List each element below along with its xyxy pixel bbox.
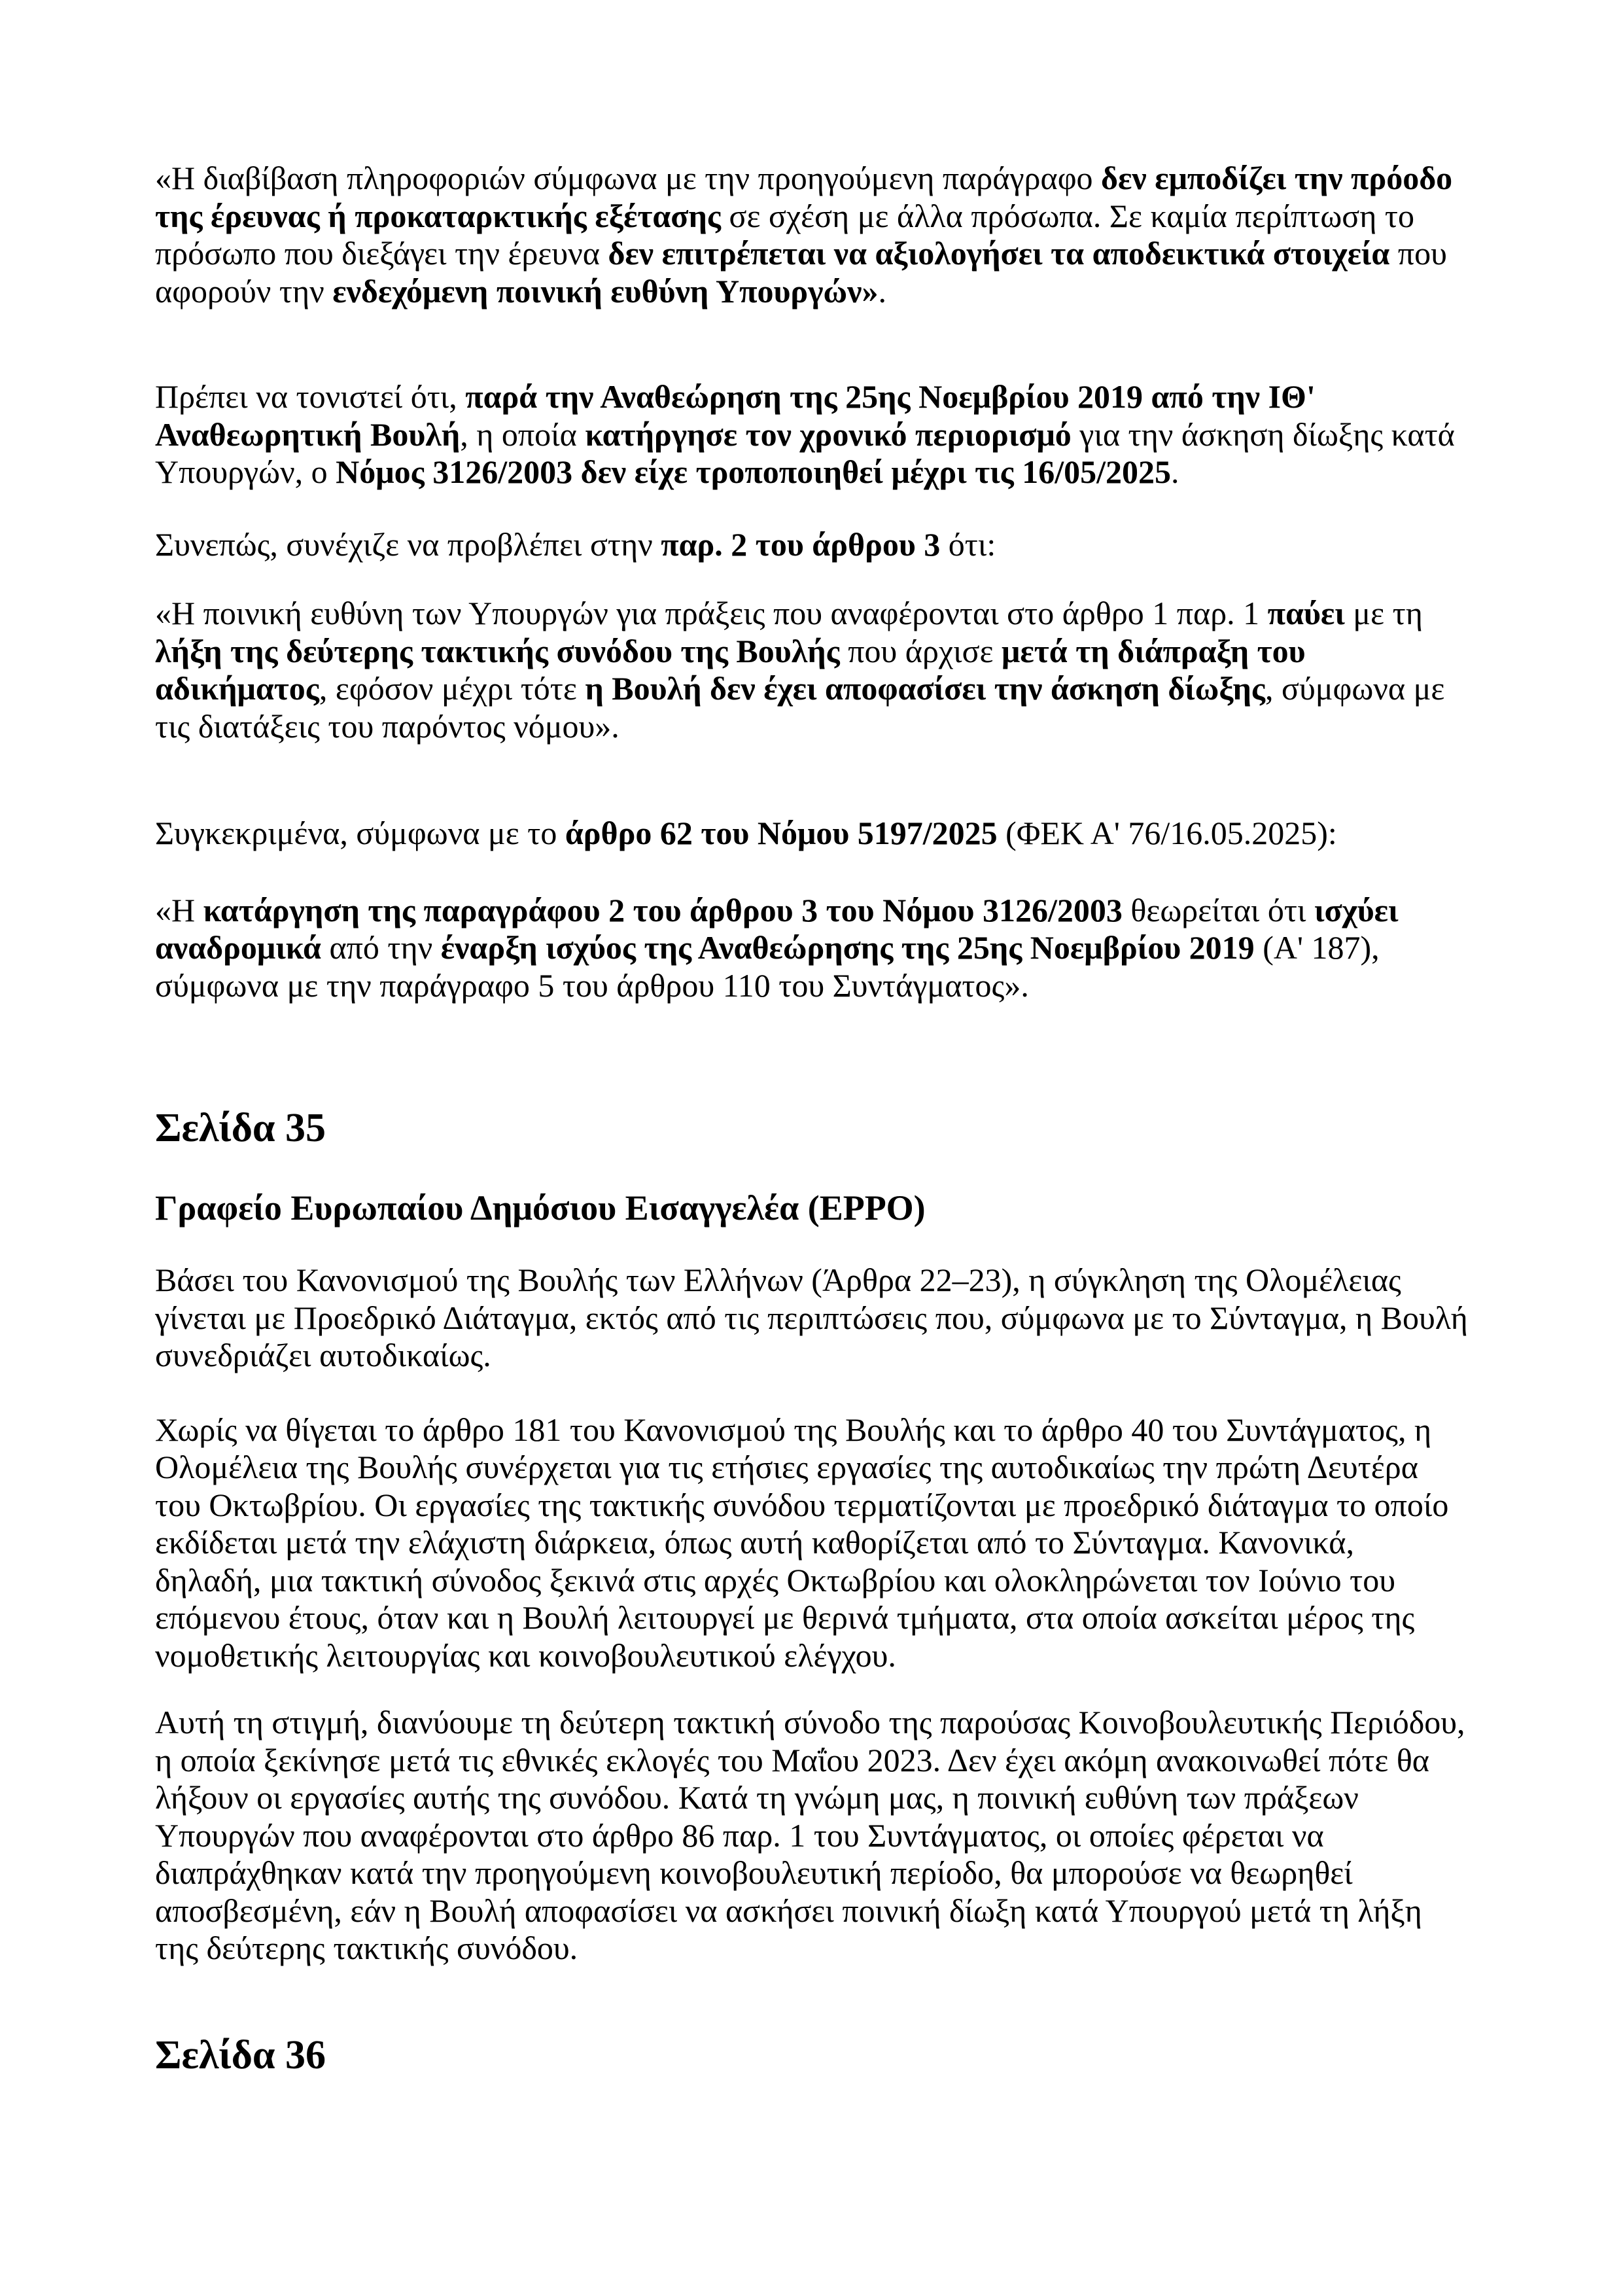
paragraph-consequently: Συνεπώς, συνέχιζε να προβλέπει στην παρ. 2 του άρθρου 3 ότι: — [155, 525, 996, 563]
paragraph-revision-2019: Πρέπει να τονιστεί ότι, παρά την Αναθεώρηση της 25ης Νοεμβρίου 2019 από την ΙΘ' Αναθεωρητική Βουλή, η οποία κατήργησε τον χρονικό περιορισμό για την άσκηση δίωξης κατά Υπουργών, ο Νόμος 3126/2003 δεν είχε τροποποιηθεί μέχρι τις 16/05/2025. — [155, 378, 1455, 490]
paragraph-regular-session: Χωρίς να θίγεται το άρθρο 181 του Κανονισμού της Βουλής και το άρθρο 40 του Συντάγματος, η Ολομέλεια της Βουλής συνέρχεται για τις ετήσιες εργασίες της αυτοδικαίως την πρώτη Δευτέρα του Οκτωβρίου. Οι εργασίες της τακτικής συνόδου τερματίζονται με προεδρικό διάταγμα το οποίο εκδίδεται μετά την ελάχιστη διάρκεια, όπως αυτή καθορίζεται από το Σύνταγμα. Κανονικά, δηλαδή, μια τακτική σύνοδος ξεκινά στις αρχές Οκτωβρίου και ολοκληρώνεται τον Ιούνιο του επόμενου έτους, όταν και η Βουλή λειτουργεί με θερινά τμήματα, στα οποία ασκείται μέρος της νομοθετικής λειτουργίας και κοινοβουλευτικού ελέγχου. — [155, 1411, 1449, 1674]
paragraph-plenary-convocation: Βάσει του Κανονισμού της Βουλής των Ελλήνων (Άρθρα 22–23), η σύγκληση της Ολομέλειας γίνεται με Προεδρικό Διάταγμα, εκτός από τις περιπτώσεις που, σύμφωνα με το Σύνταγμα, η Βουλή συνεδριάζει αυτοδικαίως. — [155, 1262, 1468, 1373]
paragraph-quote-ministers-liability: «Η ποινική ευθύνη των Υπουργών για πράξεις που αναφέρονται στο άρθρο 1 παρ. 1 παύει με τη λήξη της δεύτερης τακτικής συνόδου της Βουλής που άρχισε μετά τη διάπραξη του αδικήματος, εφόσον μέχρι τότε η Βουλή δεν έχει αποφασίσει την άσκηση δίωξης, σύμφωνα με τις διατάξεις του παρόντος νόμου». — [155, 595, 1445, 745]
heading-eppo: Γραφείο Ευρωπαίου Δημόσιου Εισαγγελέα (EPPO) — [155, 1188, 926, 1227]
heading-page-35: Σελίδα 35 — [155, 1106, 326, 1150]
paragraph-current-session: Αυτή τη στιγμή, διανύουμε τη δεύτερη τακτική σύνοδο της παρούσας Κοινοβουλευτικής Περιόδου, η οποία ξεκίνησε μετά τις εθνικές εκλογές του Μαΐου 2023. Δεν έχει ακόμη ανακοινωθεί πότε θα λήξουν οι εργασίες αυτής της συνόδου. Κατά τη γνώμη μας, η ποινική ευθύνη των πράξεων Υπουργών που αναφέρονται στο άρθρο 86 παρ. 1 του Συντάγματος, οι οποίες φέρεται να διαπράχθηκαν κατά την προηγούμενη κοινοβουλευτική περίοδο, θα μπορούσε να θεωρηθεί αποσβεσμένη, εάν η Βουλή αποφασίσει να ασκήσει ποινική δίωξη κατά Υπουργού μετά τη λήξη της δεύτερης τακτικής συνόδου. — [155, 1704, 1465, 1966]
heading-page-36: Σελίδα 36 — [155, 2032, 326, 2077]
paragraph-quote-transmission: «Η διαβίβαση πληροφοριών σύμφωνα με την προηγούμενη παράγραφο δεν εμποδίζει την πρόοδο της έρευνας ή προκαταρκτικής εξέτασης σε σχέση με άλλα πρόσωπα. Σε καμία περίπτωση το πρόσωπο που διεξάγει την έρευνα δεν επιτρέπεται να αξιολογήσει τα αποδεικτικά στοιχεία που αφορούν την ενδεχόμενη ποινική ευθύνη Υπουργών». — [155, 160, 1453, 309]
paragraph-quote-retroactive-repeal: «Η κατάργηση της παραγράφου 2 του άρθρου 3 του Νόμου 3126/2003 θεωρείται ότι ισχύει αναδρομικά από την έναρξη ισχύος της Αναθεώρησης της 25ης Νοεμβρίου 2019 (Α' 187), σύμφωνα με την παράγραφο 5 του άρθρου 110 του Συντάγματος». — [155, 891, 1399, 1004]
paragraph-specifically-law-5197: Συγκεκριμένα, σύμφωνα με το άρθρο 62 του Νόμου 5197/2025 (ΦΕΚ Α' 76/16.05.2025): — [155, 815, 1337, 851]
